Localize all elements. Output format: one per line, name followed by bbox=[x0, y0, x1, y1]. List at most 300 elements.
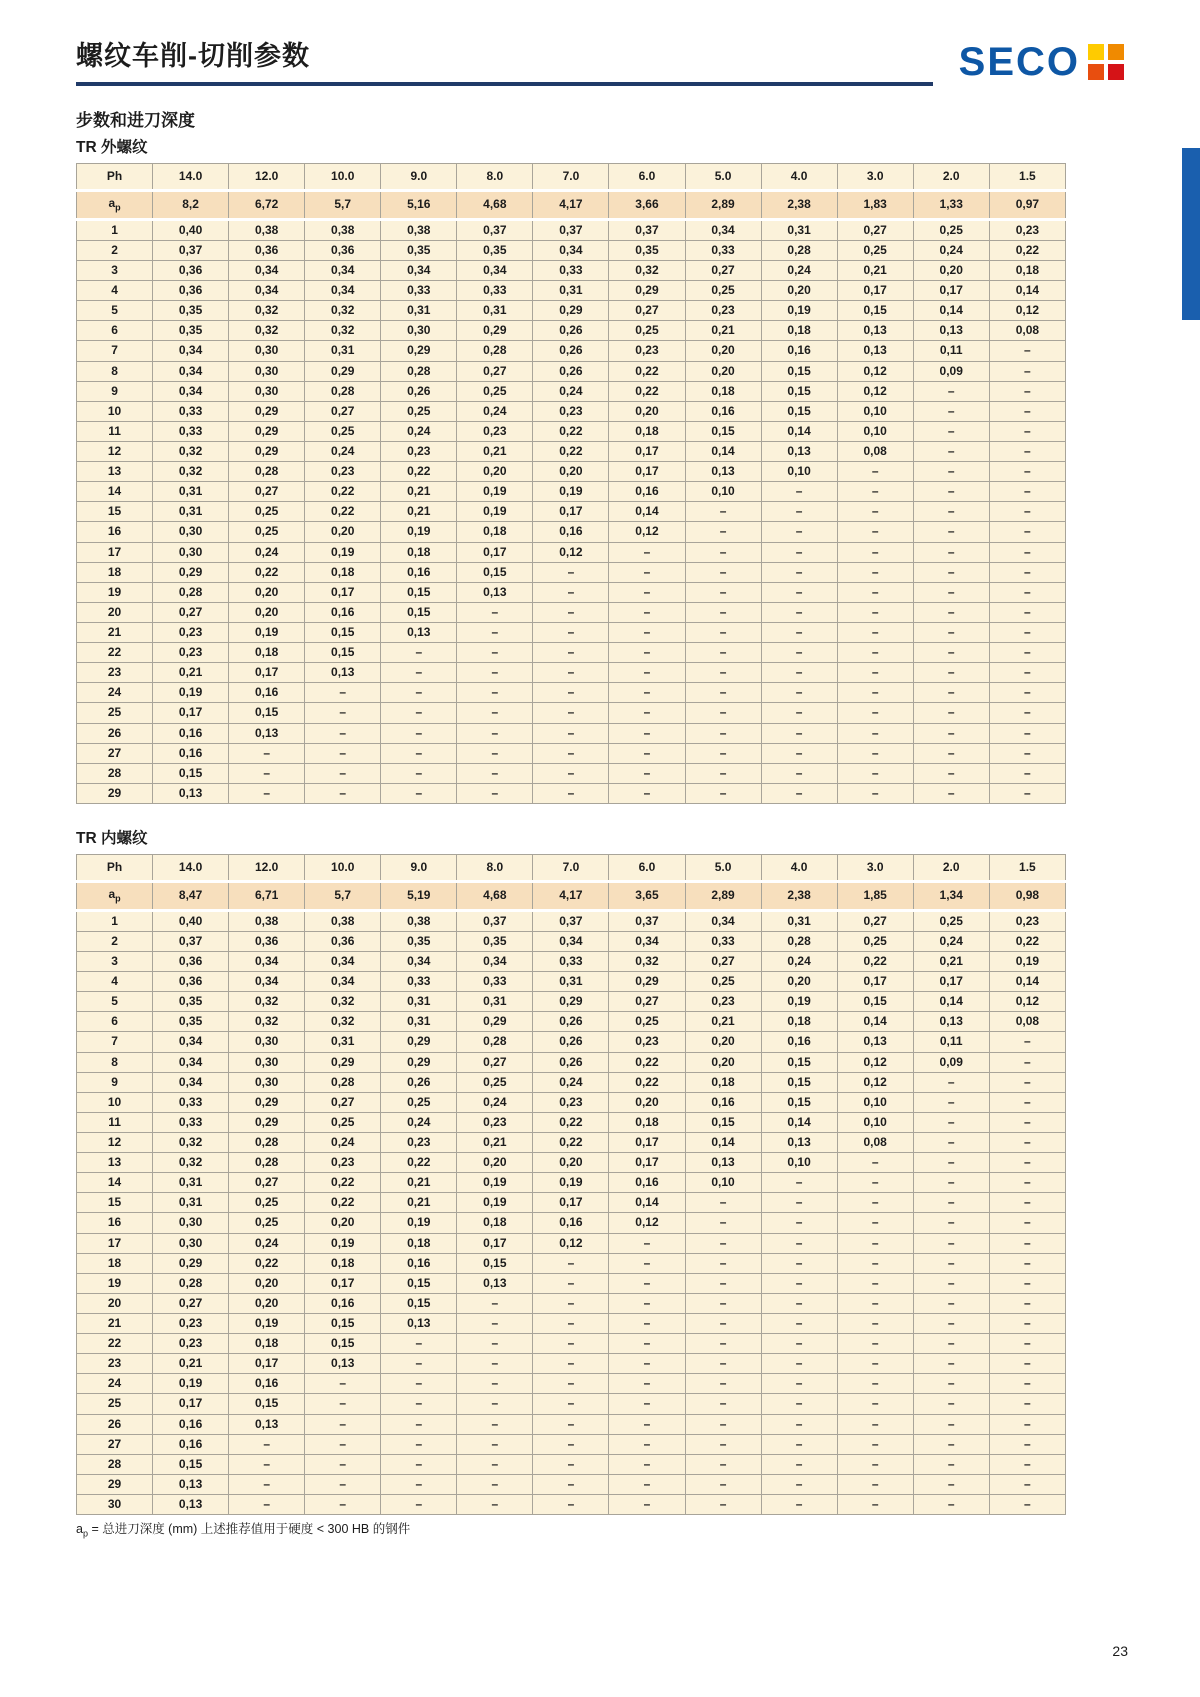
infeed-value-cell: – bbox=[381, 1374, 457, 1394]
ap-total-depth-cell: 0,97 bbox=[989, 191, 1065, 220]
infeed-value-cell: 0,15 bbox=[837, 301, 913, 321]
infeed-value-cell: 0,23 bbox=[533, 401, 609, 421]
infeed-value-cell: – bbox=[761, 1253, 837, 1273]
infeed-value-cell: 0,14 bbox=[609, 1193, 685, 1213]
infeed-value-cell: 0,27 bbox=[837, 910, 913, 931]
infeed-value-cell: – bbox=[989, 723, 1065, 743]
infeed-value-cell: 0,13 bbox=[913, 321, 989, 341]
infeed-value-cell: – bbox=[761, 663, 837, 683]
pass-number-cell: 4 bbox=[77, 281, 153, 301]
infeed-value-cell: 0,13 bbox=[153, 1495, 229, 1515]
infeed-value-cell: 0,35 bbox=[609, 240, 685, 260]
pass-number-cell: 1 bbox=[77, 910, 153, 931]
infeed-value-cell: – bbox=[533, 663, 609, 683]
infeed-value-cell: 0,34 bbox=[533, 240, 609, 260]
pass-number-cell: 26 bbox=[77, 723, 153, 743]
infeed-value-cell: 0,20 bbox=[457, 462, 533, 482]
infeed-value-cell: 0,18 bbox=[381, 542, 457, 562]
ap-row-label bbox=[77, 191, 153, 220]
ap-label-sub: p bbox=[115, 893, 121, 904]
footnote-ap-sub: p bbox=[82, 1528, 88, 1539]
infeed-value-cell: 0,23 bbox=[153, 623, 229, 643]
infeed-value-cell: 0,16 bbox=[229, 1374, 305, 1394]
pass-number-cell: 7 bbox=[77, 341, 153, 361]
infeed-value-cell: – bbox=[989, 602, 1065, 622]
infeed-value-cell: 0,29 bbox=[381, 1032, 457, 1052]
infeed-value-cell: 0,34 bbox=[457, 952, 533, 972]
infeed-value-cell: – bbox=[913, 1314, 989, 1334]
infeed-value-cell: 0,23 bbox=[457, 1112, 533, 1132]
pass-number-cell: 28 bbox=[77, 763, 153, 783]
infeed-value-cell: – bbox=[305, 703, 381, 723]
infeed-value-cell: – bbox=[761, 1273, 837, 1293]
page-header bbox=[76, 34, 1124, 86]
ap-total-depth-cell: 3,65 bbox=[609, 882, 685, 911]
pitch-column-header: 8.0 bbox=[457, 164, 533, 191]
infeed-value-cell: 0,25 bbox=[305, 1112, 381, 1132]
ap-row-label bbox=[77, 882, 153, 911]
infeed-value-cell: 0,18 bbox=[685, 1072, 761, 1092]
infeed-value-cell: 0,13 bbox=[305, 1354, 381, 1374]
infeed-value-cell: – bbox=[989, 1133, 1065, 1153]
pitch-column-header: 10.0 bbox=[305, 164, 381, 191]
infeed-value-cell: 0,22 bbox=[305, 1193, 381, 1213]
infeed-value-cell: – bbox=[837, 1153, 913, 1173]
infeed-value-cell: 0,15 bbox=[685, 421, 761, 441]
infeed-value-cell: – bbox=[457, 1414, 533, 1434]
infeed-value-cell: 0,28 bbox=[229, 1133, 305, 1153]
infeed-value-cell: 0,27 bbox=[609, 301, 685, 321]
infeed-value-cell: – bbox=[837, 462, 913, 482]
infeed-value-cell: – bbox=[989, 1454, 1065, 1474]
infeed-value-cell: – bbox=[837, 1454, 913, 1474]
infeed-value-cell: 0,21 bbox=[685, 1012, 761, 1032]
infeed-value-cell: 0,25 bbox=[305, 421, 381, 441]
infeed-value-cell: 0,13 bbox=[381, 623, 457, 643]
infeed-value-cell: – bbox=[381, 783, 457, 803]
infeed-value-cell: 0,28 bbox=[153, 582, 229, 602]
infeed-value-cell: – bbox=[837, 1213, 913, 1233]
infeed-value-cell: 0,25 bbox=[229, 1193, 305, 1213]
infeed-value-cell: – bbox=[229, 1495, 305, 1515]
infeed-value-cell: – bbox=[989, 1112, 1065, 1132]
footnote-ap-main: a bbox=[76, 1522, 83, 1537]
infeed-value-cell: – bbox=[609, 562, 685, 582]
infeed-value-cell: 0,14 bbox=[913, 301, 989, 321]
infeed-value-cell: – bbox=[761, 522, 837, 542]
infeed-value-cell: 0,36 bbox=[229, 931, 305, 951]
infeed-value-cell: 0,30 bbox=[229, 361, 305, 381]
infeed-value-cell: 0,09 bbox=[913, 361, 989, 381]
infeed-value-cell: – bbox=[837, 582, 913, 602]
infeed-value-cell: 0,31 bbox=[381, 992, 457, 1012]
infeed-value-cell: – bbox=[837, 1334, 913, 1354]
infeed-value-cell: – bbox=[761, 1293, 837, 1313]
infeed-value-cell: – bbox=[533, 763, 609, 783]
infeed-value-cell: 0,18 bbox=[457, 1213, 533, 1233]
table-row bbox=[77, 1253, 1066, 1273]
infeed-value-cell: 0,34 bbox=[381, 261, 457, 281]
infeed-value-cell: – bbox=[989, 1072, 1065, 1092]
infeed-value-cell: 0,23 bbox=[305, 1153, 381, 1173]
infeed-value-cell: 0,18 bbox=[457, 522, 533, 542]
ap-total-depth-cell: 5,19 bbox=[381, 882, 457, 911]
table-row bbox=[77, 502, 1066, 522]
infeed-value-cell: – bbox=[685, 1354, 761, 1374]
infeed-value-cell: 0,08 bbox=[989, 321, 1065, 341]
infeed-value-cell: – bbox=[305, 1474, 381, 1494]
infeed-value-cell: – bbox=[837, 783, 913, 803]
infeed-value-cell: 0,15 bbox=[229, 703, 305, 723]
pitch-column-header: 2.0 bbox=[913, 855, 989, 882]
infeed-value-cell: – bbox=[989, 783, 1065, 803]
infeed-value-cell: 0,28 bbox=[153, 1273, 229, 1293]
infeed-value-cell: 0,29 bbox=[533, 301, 609, 321]
ap-total-depth-cell: 6,72 bbox=[229, 191, 305, 220]
pitch-column-header: 14.0 bbox=[153, 855, 229, 882]
infeed-value-cell: 0,27 bbox=[609, 992, 685, 1012]
infeed-value-cell: – bbox=[533, 1414, 609, 1434]
infeed-value-cell: 0,21 bbox=[153, 1354, 229, 1374]
pass-number-cell: 4 bbox=[77, 972, 153, 992]
table-row bbox=[77, 623, 1066, 643]
infeed-value-cell: 0,31 bbox=[305, 1032, 381, 1052]
infeed-value-cell: – bbox=[761, 1233, 837, 1253]
infeed-value-cell: – bbox=[989, 1434, 1065, 1454]
table-row bbox=[77, 1153, 1066, 1173]
table-title-external-thread: TR 外螺纹 bbox=[76, 139, 148, 156]
infeed-value-cell: 0,35 bbox=[381, 240, 457, 260]
infeed-value-cell: – bbox=[381, 723, 457, 743]
infeed-value-cell: 0,24 bbox=[761, 952, 837, 972]
infeed-value-cell: 0,21 bbox=[381, 502, 457, 522]
infeed-value-cell: – bbox=[685, 562, 761, 582]
infeed-value-cell: 0,33 bbox=[533, 261, 609, 281]
infeed-value-cell: – bbox=[685, 542, 761, 562]
infeed-value-cell: 0,18 bbox=[229, 1334, 305, 1354]
infeed-value-cell: 0,14 bbox=[761, 421, 837, 441]
pass-number-cell: 5 bbox=[77, 301, 153, 321]
pitch-column-header: 14.0 bbox=[153, 164, 229, 191]
infeed-value-cell: – bbox=[913, 763, 989, 783]
infeed-value-cell: 0,21 bbox=[457, 442, 533, 462]
infeed-value-cell: 0,20 bbox=[533, 462, 609, 482]
infeed-value-cell: – bbox=[305, 763, 381, 783]
pass-number-cell: 14 bbox=[77, 482, 153, 502]
infeed-value-cell: 0,38 bbox=[381, 219, 457, 240]
infeed-value-cell: 0,20 bbox=[457, 1153, 533, 1173]
infeed-value-cell: 0,29 bbox=[229, 421, 305, 441]
infeed-value-cell: 0,13 bbox=[229, 1414, 305, 1434]
infeed-value-cell: 0,29 bbox=[305, 361, 381, 381]
table-row bbox=[77, 1173, 1066, 1193]
infeed-value-cell: 0,15 bbox=[761, 1092, 837, 1112]
infeed-value-cell: 0,10 bbox=[837, 401, 913, 421]
infeed-value-cell: – bbox=[989, 1354, 1065, 1374]
infeed-value-cell: – bbox=[913, 1193, 989, 1213]
infeed-value-cell: 0,13 bbox=[153, 783, 229, 803]
table-row bbox=[77, 643, 1066, 663]
infeed-value-cell: 0,08 bbox=[837, 442, 913, 462]
infeed-value-cell: 0,15 bbox=[305, 1314, 381, 1334]
infeed-value-cell: 0,37 bbox=[609, 219, 685, 240]
infeed-value-cell: 0,27 bbox=[153, 1293, 229, 1313]
section-heading: 步数和进刀深度 bbox=[76, 111, 195, 130]
infeed-value-cell: – bbox=[381, 763, 457, 783]
infeed-value-cell: – bbox=[761, 1213, 837, 1233]
infeed-value-cell: 0,37 bbox=[457, 219, 533, 240]
infeed-value-cell: – bbox=[989, 703, 1065, 723]
infeed-value-cell: 0,19 bbox=[457, 1173, 533, 1193]
table-row bbox=[77, 381, 1066, 401]
infeed-value-cell: – bbox=[761, 723, 837, 743]
infeed-value-cell: – bbox=[837, 602, 913, 622]
infeed-value-cell: 0,15 bbox=[761, 381, 837, 401]
infeed-value-cell: 0,25 bbox=[837, 931, 913, 951]
infeed-value-cell: 0,32 bbox=[609, 952, 685, 972]
pass-number-cell: 10 bbox=[77, 401, 153, 421]
infeed-value-cell: – bbox=[837, 1314, 913, 1334]
infeed-value-cell: – bbox=[989, 1314, 1065, 1334]
infeed-value-cell: – bbox=[533, 703, 609, 723]
infeed-value-cell: 0,21 bbox=[381, 1173, 457, 1193]
ap-total-depth-cell: 4,68 bbox=[457, 191, 533, 220]
infeed-value-cell: – bbox=[685, 582, 761, 602]
infeed-value-cell: 0,33 bbox=[153, 1112, 229, 1132]
infeed-value-cell: 0,17 bbox=[837, 281, 913, 301]
infeed-value-cell: – bbox=[761, 542, 837, 562]
infeed-value-cell: – bbox=[609, 1394, 685, 1414]
infeed-value-cell: 0,38 bbox=[305, 910, 381, 931]
pass-number-cell: 21 bbox=[77, 623, 153, 643]
infeed-value-cell: 0,12 bbox=[837, 1052, 913, 1072]
ap-label-main: a bbox=[108, 196, 116, 211]
infeed-value-cell: 0,31 bbox=[533, 972, 609, 992]
infeed-value-cell: 0,32 bbox=[305, 301, 381, 321]
infeed-parameter-table bbox=[76, 854, 1066, 1515]
infeed-value-cell: 0,27 bbox=[229, 482, 305, 502]
infeed-value-cell: – bbox=[913, 1213, 989, 1233]
infeed-value-cell: 0,22 bbox=[989, 931, 1065, 951]
pitch-column-header: 7.0 bbox=[533, 855, 609, 882]
table-row bbox=[77, 341, 1066, 361]
infeed-value-cell: – bbox=[761, 783, 837, 803]
table-title-internal-thread: TR 内螺纹 bbox=[76, 830, 148, 847]
table-row bbox=[77, 1474, 1066, 1494]
footnote-text: = 总进刀深度 (mm) 上述推荐值用于硬度 < 300 HB 的钢件 bbox=[87, 1522, 411, 1537]
infeed-value-cell: 0,15 bbox=[229, 1394, 305, 1414]
infeed-value-cell: 0,28 bbox=[305, 1072, 381, 1092]
infeed-value-cell: 0,16 bbox=[609, 482, 685, 502]
infeed-value-cell: – bbox=[989, 562, 1065, 582]
infeed-value-cell: – bbox=[685, 783, 761, 803]
infeed-value-cell: 0,34 bbox=[609, 931, 685, 951]
infeed-value-cell: – bbox=[761, 562, 837, 582]
ap-total-depth-cell: 4,68 bbox=[457, 882, 533, 911]
infeed-value-cell: – bbox=[609, 643, 685, 663]
table-row bbox=[77, 321, 1066, 341]
infeed-value-cell: 0,30 bbox=[153, 1213, 229, 1233]
pass-number-cell: 3 bbox=[77, 952, 153, 972]
infeed-value-cell: – bbox=[989, 1233, 1065, 1253]
table-row bbox=[77, 1273, 1066, 1293]
table-row bbox=[77, 723, 1066, 743]
infeed-value-cell: – bbox=[457, 663, 533, 683]
infeed-value-cell: 0,21 bbox=[153, 663, 229, 683]
infeed-value-cell: 0,18 bbox=[305, 562, 381, 582]
infeed-value-cell: – bbox=[989, 1474, 1065, 1494]
infeed-value-cell: 0,17 bbox=[533, 502, 609, 522]
infeed-value-cell: – bbox=[609, 1374, 685, 1394]
infeed-value-cell: – bbox=[761, 763, 837, 783]
infeed-value-cell: 0,09 bbox=[913, 1052, 989, 1072]
infeed-value-cell: – bbox=[837, 1253, 913, 1273]
pass-number-cell: 23 bbox=[77, 1354, 153, 1374]
infeed-value-cell: 0,19 bbox=[305, 542, 381, 562]
infeed-value-cell: – bbox=[229, 1474, 305, 1494]
infeed-value-cell: 0,21 bbox=[685, 321, 761, 341]
infeed-value-cell: 0,32 bbox=[609, 261, 685, 281]
infeed-value-cell: – bbox=[913, 1495, 989, 1515]
infeed-value-cell: – bbox=[989, 442, 1065, 462]
infeed-value-cell: – bbox=[305, 723, 381, 743]
infeed-value-cell: – bbox=[761, 602, 837, 622]
infeed-value-cell: – bbox=[761, 1334, 837, 1354]
infeed-value-cell: 0,34 bbox=[153, 1072, 229, 1092]
infeed-value-cell: 0,16 bbox=[381, 1253, 457, 1273]
page-number: 23 bbox=[1112, 1643, 1128, 1659]
infeed-value-cell: 0,23 bbox=[609, 1032, 685, 1052]
infeed-value-cell: 0,13 bbox=[837, 1032, 913, 1052]
infeed-value-cell: 0,23 bbox=[153, 643, 229, 663]
infeed-value-cell: 0,20 bbox=[761, 281, 837, 301]
infeed-value-cell: 0,21 bbox=[381, 482, 457, 502]
infeed-value-cell: – bbox=[305, 683, 381, 703]
infeed-value-cell: 0,35 bbox=[457, 931, 533, 951]
infeed-value-cell: – bbox=[913, 1112, 989, 1132]
infeed-value-cell: 0,20 bbox=[229, 1273, 305, 1293]
infeed-value-cell: – bbox=[685, 1414, 761, 1434]
infeed-value-cell: – bbox=[685, 602, 761, 622]
infeed-value-cell: – bbox=[913, 783, 989, 803]
table-row bbox=[77, 763, 1066, 783]
infeed-value-cell: 0,22 bbox=[305, 1173, 381, 1193]
infeed-value-cell: – bbox=[761, 482, 837, 502]
pass-number-cell: 26 bbox=[77, 1414, 153, 1434]
pitch-column-header: 4.0 bbox=[761, 855, 837, 882]
infeed-value-cell: 0,23 bbox=[989, 219, 1065, 240]
infeed-value-cell: – bbox=[761, 1374, 837, 1394]
infeed-value-cell: 0,14 bbox=[913, 992, 989, 1012]
infeed-value-cell: – bbox=[913, 602, 989, 622]
infeed-value-cell: – bbox=[761, 1354, 837, 1374]
infeed-value-cell: 0,20 bbox=[229, 582, 305, 602]
infeed-value-cell: 0,34 bbox=[229, 261, 305, 281]
infeed-value-cell: – bbox=[609, 602, 685, 622]
infeed-value-cell: 0,26 bbox=[381, 381, 457, 401]
infeed-value-cell: 0,16 bbox=[305, 602, 381, 622]
infeed-value-cell: – bbox=[685, 703, 761, 723]
logo-square-red bbox=[1108, 64, 1124, 80]
infeed-value-cell: – bbox=[457, 1394, 533, 1414]
infeed-value-cell: – bbox=[609, 1474, 685, 1494]
infeed-value-cell: – bbox=[761, 683, 837, 703]
pass-number-cell: 1 bbox=[77, 219, 153, 240]
infeed-value-cell: – bbox=[837, 1474, 913, 1494]
infeed-value-cell: – bbox=[837, 763, 913, 783]
infeed-value-cell: 0,33 bbox=[685, 240, 761, 260]
infeed-value-cell: 0,25 bbox=[685, 281, 761, 301]
infeed-value-cell: 0,17 bbox=[153, 1394, 229, 1414]
infeed-value-cell: – bbox=[457, 783, 533, 803]
infeed-value-cell: – bbox=[989, 341, 1065, 361]
infeed-value-cell: – bbox=[837, 743, 913, 763]
pass-number-cell: 17 bbox=[77, 1233, 153, 1253]
infeed-value-cell: 0,23 bbox=[381, 1133, 457, 1153]
infeed-value-cell: – bbox=[457, 763, 533, 783]
infeed-value-cell: – bbox=[305, 1394, 381, 1414]
infeed-value-cell: – bbox=[685, 1334, 761, 1354]
table-row bbox=[77, 992, 1066, 1012]
infeed-value-cell: – bbox=[533, 602, 609, 622]
infeed-value-cell: 0,33 bbox=[153, 401, 229, 421]
infeed-value-cell: 0,29 bbox=[229, 442, 305, 462]
infeed-value-cell: 0,34 bbox=[685, 910, 761, 931]
pitch-column-header: 4.0 bbox=[761, 164, 837, 191]
infeed-value-cell: – bbox=[989, 542, 1065, 562]
infeed-value-cell: – bbox=[533, 783, 609, 803]
infeed-value-cell: – bbox=[609, 703, 685, 723]
infeed-value-cell: 0,27 bbox=[457, 361, 533, 381]
infeed-value-cell: 0,13 bbox=[913, 1012, 989, 1032]
pass-number-cell: 28 bbox=[77, 1454, 153, 1474]
table-row bbox=[77, 1293, 1066, 1313]
infeed-value-cell: 0,17 bbox=[229, 1354, 305, 1374]
infeed-value-cell: 0,10 bbox=[837, 1092, 913, 1112]
table-row bbox=[77, 1072, 1066, 1092]
infeed-value-cell: 0,17 bbox=[609, 442, 685, 462]
table-row bbox=[77, 972, 1066, 992]
infeed-value-cell: 0,22 bbox=[229, 562, 305, 582]
infeed-value-cell: – bbox=[609, 1233, 685, 1253]
infeed-value-cell: 0,19 bbox=[457, 482, 533, 502]
infeed-value-cell: 0,24 bbox=[229, 542, 305, 562]
infeed-value-cell: 0,29 bbox=[457, 321, 533, 341]
infeed-value-cell: – bbox=[913, 723, 989, 743]
infeed-value-cell: 0,34 bbox=[305, 281, 381, 301]
infeed-value-cell: 0,22 bbox=[609, 1072, 685, 1092]
infeed-value-cell: – bbox=[761, 582, 837, 602]
infeed-value-cell: 0,08 bbox=[837, 1133, 913, 1153]
infeed-value-cell: – bbox=[761, 743, 837, 763]
infeed-value-cell: 0,17 bbox=[609, 1133, 685, 1153]
pass-number-cell: 20 bbox=[77, 1293, 153, 1313]
infeed-value-cell: 0,33 bbox=[381, 972, 457, 992]
infeed-value-cell: 0,31 bbox=[457, 992, 533, 1012]
table-row bbox=[77, 1454, 1066, 1474]
infeed-value-cell: 0,10 bbox=[837, 421, 913, 441]
infeed-value-cell: 0,13 bbox=[153, 1474, 229, 1494]
infeed-value-cell: 0,24 bbox=[229, 1233, 305, 1253]
infeed-value-cell: – bbox=[989, 1153, 1065, 1173]
infeed-value-cell: – bbox=[381, 743, 457, 763]
pass-number-cell: 11 bbox=[77, 1112, 153, 1132]
infeed-value-cell: 0,13 bbox=[457, 1273, 533, 1293]
infeed-value-cell: – bbox=[685, 743, 761, 763]
infeed-value-cell: 0,19 bbox=[761, 301, 837, 321]
infeed-value-cell: – bbox=[229, 763, 305, 783]
infeed-value-cell: – bbox=[457, 1293, 533, 1313]
